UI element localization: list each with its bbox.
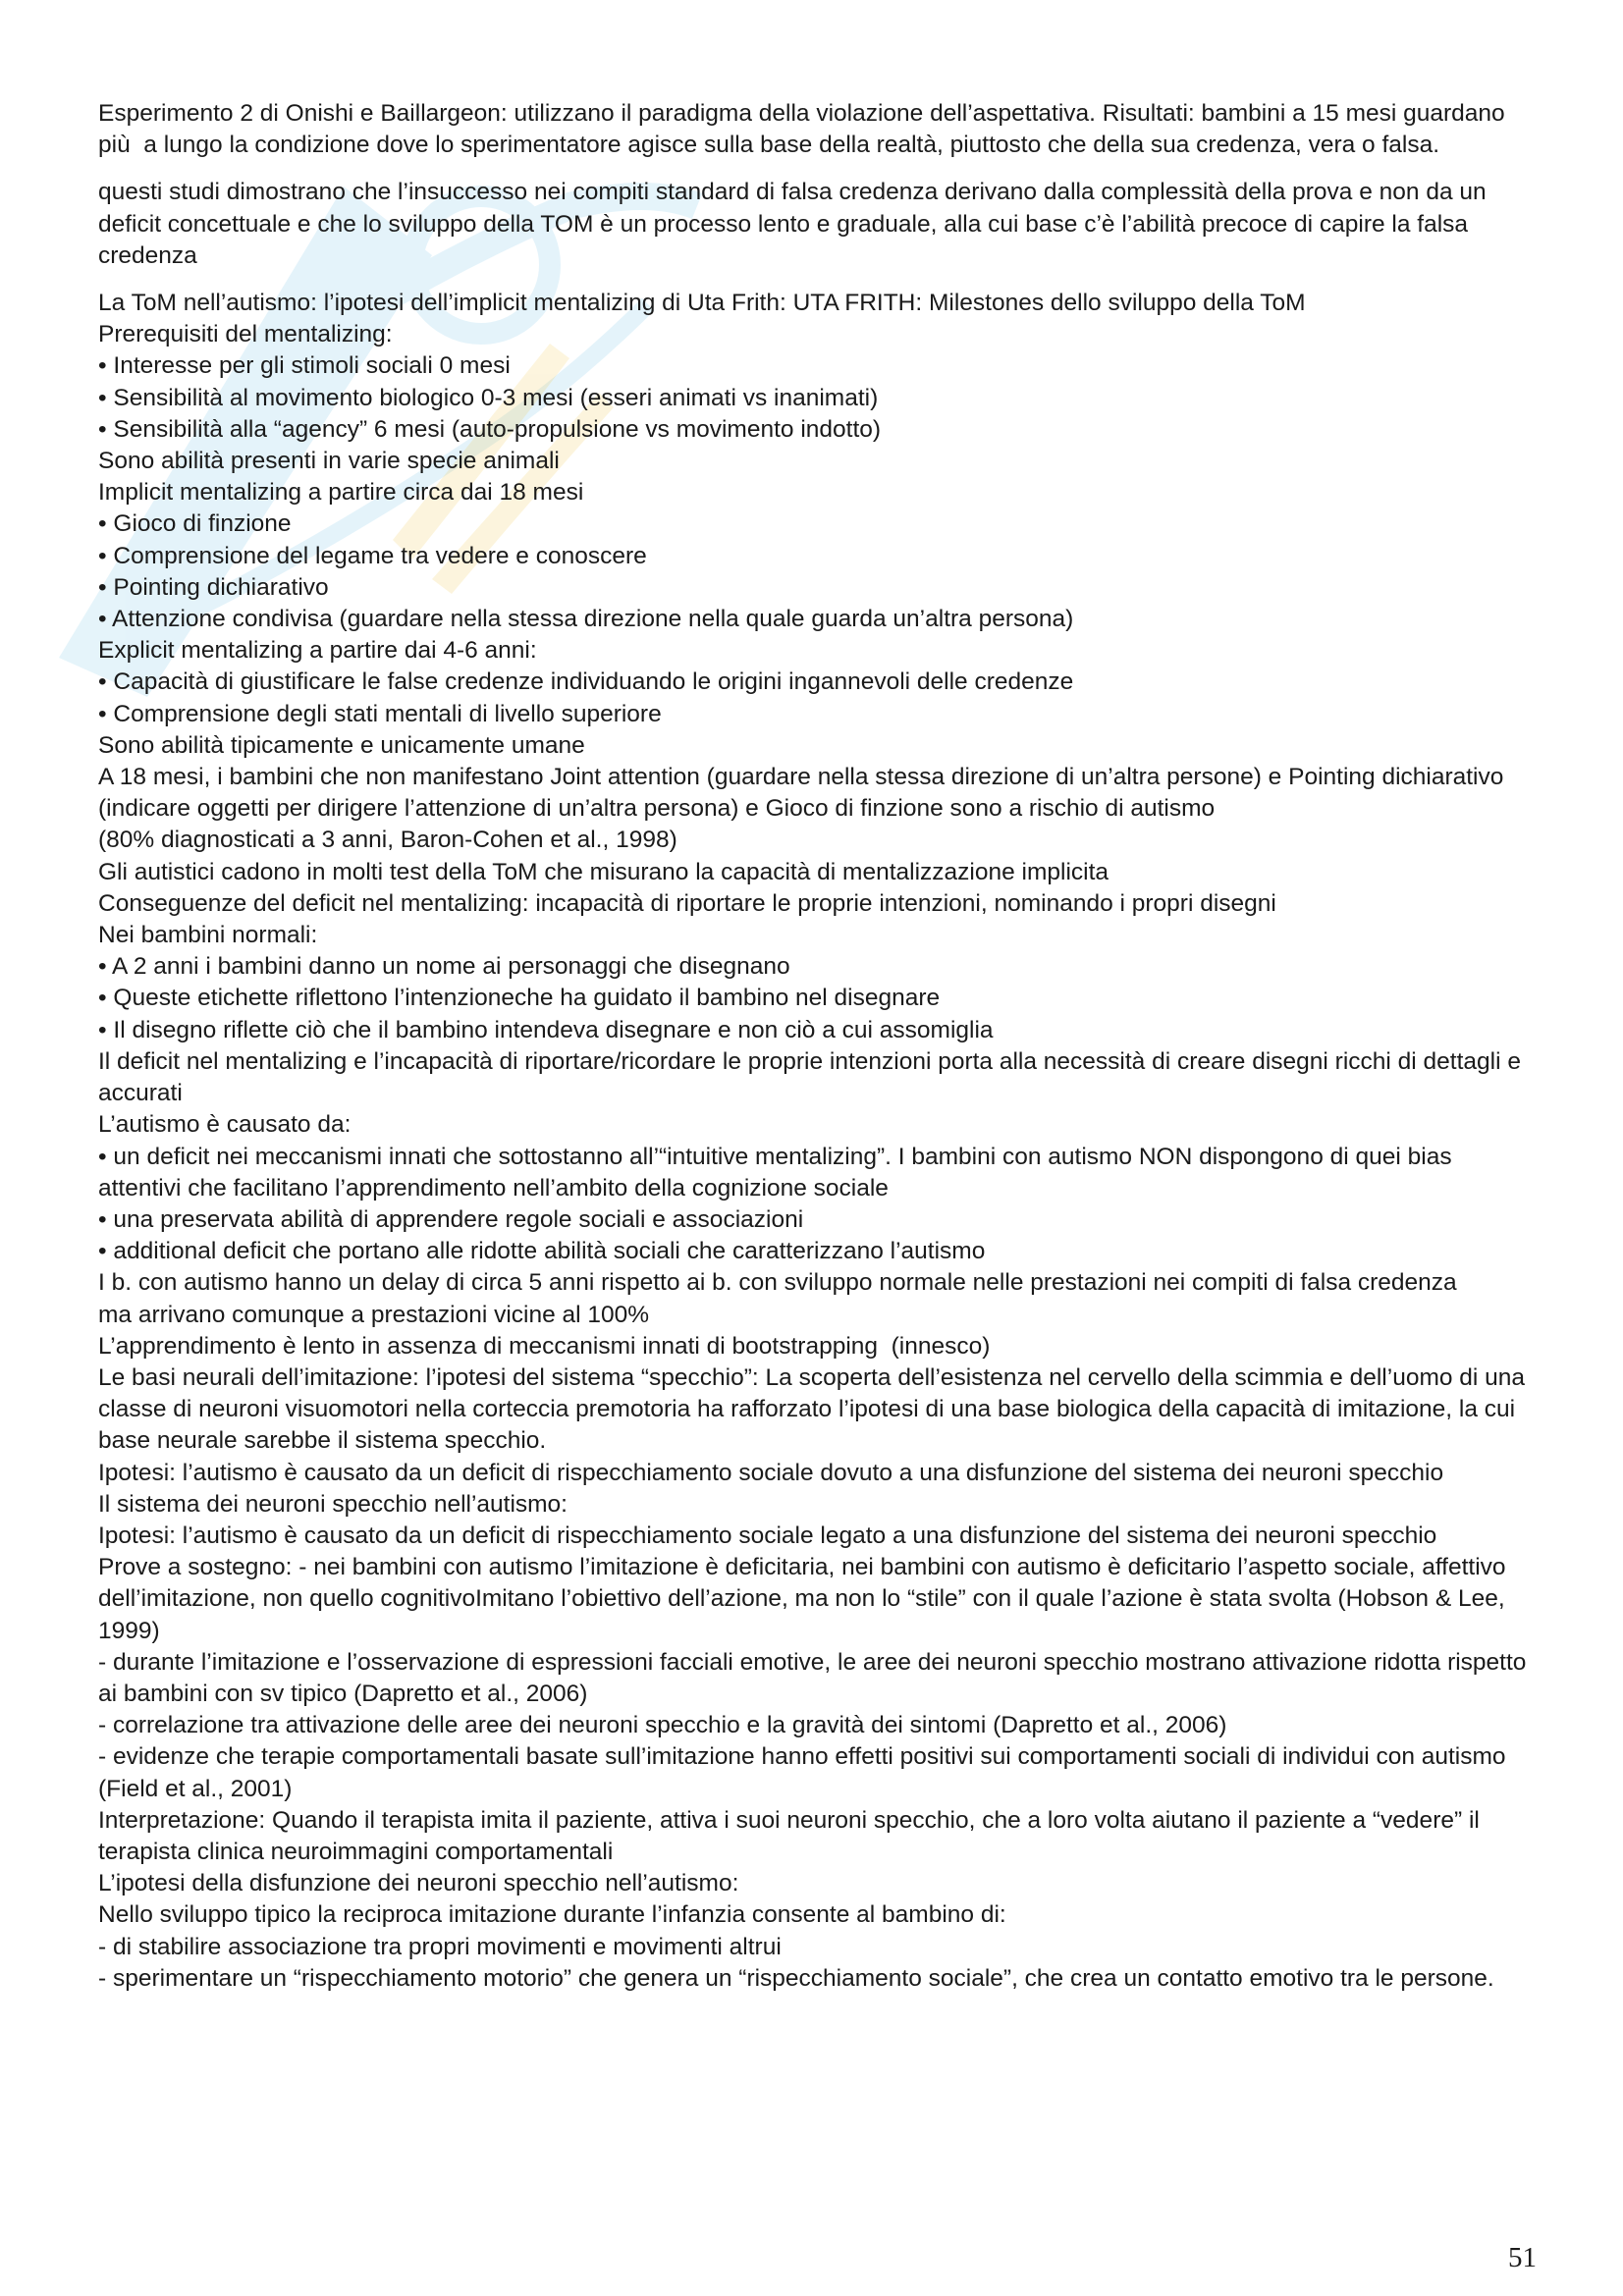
text-line: Conseguenze del deficit nel mentalizing: incapacità di riportare le proprie intenzioni, nominando i propri disegni bbox=[98, 889, 1276, 917]
text-line: Nei bambini normali: bbox=[98, 922, 318, 949]
text-line: A 18 mesi, i bambini che non manifestano Joint attention (guardare nella stessa direzione di un’altra persone) e Pointing dichiarativo (indicare oggetti per dirigere l’attenzione di un’altra persona) e Gioco di finzione sono a rischio di autismo bbox=[98, 764, 1511, 823]
text-line: Ipotesi: l’autismo è causato da un deficit di rispecchiamento sociale legato a una disfunzione del sistema dei neuroni specchio bbox=[98, 1522, 1437, 1549]
bullet-item: • una preservata abilità di apprendere regole sociali e associazioni bbox=[98, 1205, 804, 1233]
text-line: La ToM nell’autismo: l’ipotesi dell’implicit mentalizing di Uta Frith: UTA FRITH: Milestones dello sviluppo della ToM bbox=[98, 290, 1306, 317]
text-line: ma arrivano comunque a prestazioni vicine al 100% bbox=[98, 1301, 650, 1328]
document-body bbox=[98, 98, 1537, 1995]
text-line: Il sistema dei neuroni specchio nell’autismo: bbox=[98, 1490, 568, 1518]
paragraph-experiment-2: Esperimento 2 di Onishi e Baillargeon: utilizzano il paradigma della violazione dell’aspettativa. Risultati: bambini a 15 mesi guardano più a lungo la condizione dove lo sperimentatore agisce sulla base della realtà, piuttosto che della sua credenza, vera o falsa. bbox=[98, 100, 1512, 159]
bullet-item: • Queste etichette riflettono l’intenzioneche ha guidato il bambino nel disegnare bbox=[98, 985, 941, 1012]
text-line: Sono abilità presenti in varie specie animali bbox=[98, 448, 560, 475]
bullet-item: • Capacità di giustificare le false credenze individuando le origini ingannevoli delle credenze bbox=[98, 668, 1074, 696]
text-line: Sono abilità tipicamente e unicamente umane bbox=[98, 731, 585, 759]
bullet-item: • Comprensione degli stati mentali di livello superiore bbox=[98, 700, 662, 727]
bullet-item: • Pointing dichiarativo bbox=[98, 573, 329, 601]
text-line: - durante l’imitazione e l’osservazione di espressioni facciali emotive, le aree dei neuroni specchio mostrano attivazione ridotta rispetto ai bambini con sv tipico (Dapretto et al., 2006) bbox=[98, 1648, 1534, 1707]
text-line: Nello sviluppo tipico la reciproca imitazione durante l’infanzia consente al bambino di: bbox=[98, 1901, 1006, 1929]
text-line: Interpretazione: Quando il terapista imita il paziente, attiva i suoi neuroni specchio, che a loro volta aiutano il paziente a “vedere” il terapista clinica neuroimmagini comportamentali bbox=[98, 1806, 1487, 1865]
text-line: - di stabilire associazione tra propri movimenti e movimenti altrui bbox=[98, 1933, 782, 1960]
text-line: Prerequisiti del mentalizing: bbox=[98, 321, 393, 348]
page-number: 51 bbox=[1508, 2242, 1537, 2273]
bullet-item: • Sensibilità alla “agency” 6 mesi (auto-propulsione vs movimento indotto) bbox=[98, 415, 882, 443]
text-line: I b. con autismo hanno un delay di circa 5 anni rispetto ai b. con sviluppo normale nelle prestazioni nei compiti di falsa credenza bbox=[98, 1269, 1457, 1297]
text-line: Le basi neurali dell’imitazione: l’ipotesi del sistema “specchio”: La scoperta dell’esistenza nel cervello della scimmia e dell’uomo di una classe di neuroni visuomotori nella corteccia premotoria ha rafforzato l’ipotesi di una base biologica della capacità di imitazione, la cui base neurale sarebbe il sistema specchio. bbox=[98, 1363, 1532, 1455]
text-line: - evidenze che terapie comportamentali basate sull’imitazione hanno effetti positivi sui comportamenti sociali di individui con autismo (Field et al., 2001) bbox=[98, 1743, 1513, 1802]
text-line: Il deficit nel mentalizing e l’incapacità di riportare/ricordare le proprie intenzioni porta alla necessità di creare disegni ricchi di dettagli e accurati bbox=[98, 1047, 1528, 1107]
text-line: L’apprendimento è lento in assenza di meccanismi innati di bootstrapping (innesco) bbox=[98, 1332, 991, 1360]
bullet-item: • A 2 anni i bambini danno un nome ai personaggi che disegnano bbox=[98, 953, 790, 981]
text-line: (80% diagnosticati a 3 anni, Baron-Cohen et al., 1998) bbox=[98, 827, 677, 854]
text-line: Ipotesi: l’autismo è causato da un deficit di rispecchiamento sociale dovuto a una disfunzione del sistema dei neuroni specchio bbox=[98, 1459, 1444, 1486]
bullet-item: • Interesse per gli stimoli sociali 0 mesi bbox=[98, 352, 511, 380]
bullet-item: • additional deficit che portano alle ridotte abilità sociali che caratterizzano l’autismo bbox=[98, 1238, 986, 1265]
text-line: Prove a sostegno: - nei bambini con autismo l’imitazione è deficitaria, nei bambini con autismo è deficitario l’aspetto sociale, affettivo dell’imitazione, non quello cognitivoImitano l’obiettivo dell’azione, ma non lo “stile” con il quale l’azione è stata svolta (Hobson & Lee, 1999) bbox=[98, 1554, 1513, 1644]
text-line: Gli autistici cadono in molti test della ToM che misurano la capacità di mentalizzazione implicita bbox=[98, 858, 1109, 885]
notes-block bbox=[98, 288, 1537, 1995]
bullet-item: • Comprensione del legame tra vedere e conoscere bbox=[98, 542, 647, 569]
bullet-item: • Attenzione condivisa (guardare nella stessa direzione nella quale guarda un’altra persona) bbox=[98, 606, 1074, 633]
text-line: - sperimentare un “rispecchiamento motorio” che genera un “rispecchiamento sociale”, che crea un contatto emotivo tra le persone. bbox=[98, 1964, 1494, 1992]
text-line: Implicit mentalizing a partire circa dai 18 mesi bbox=[98, 479, 584, 507]
paragraph-conclusion: questi studi dimostrano che l’insuccesso nei compiti standard di falsa credenza derivano dalla complessità della prova e non da un deficit concettuale e che lo sviluppo della TOM è un processo lento e graduale, alla cui base c’è l’abilità precoce di capire la falsa credenza bbox=[98, 179, 1493, 269]
bullet-item: • Il disegno riflette ciò che il bambino intendeva disegnare e non ciò a cui assomiglia bbox=[98, 1016, 994, 1043]
bullet-item: • Gioco di finzione bbox=[98, 510, 292, 538]
text-line: - correlazione tra attivazione delle aree dei neuroni specchio e la gravità dei sintomi (Dapretto et al., 2006) bbox=[98, 1712, 1227, 1739]
bullet-item: • Sensibilità al movimento biologico 0-3 mesi (esseri animati vs inanimati) bbox=[98, 384, 879, 411]
text-line: Explicit mentalizing a partire dai 4-6 anni: bbox=[98, 637, 537, 665]
text-line: L’autismo è causato da: bbox=[98, 1111, 352, 1139]
bullet-item: • un deficit nei meccanismi innati che sottostanno all’“intuitive mentalizing”. I bambini con autismo NON dispongono di quei bias attentivi che facilitano l’apprendimento nell’ambito della cognizione sociale bbox=[98, 1143, 1459, 1201]
text-line: L’ipotesi della disfunzione dei neuroni specchio nell’autismo: bbox=[98, 1870, 739, 1897]
